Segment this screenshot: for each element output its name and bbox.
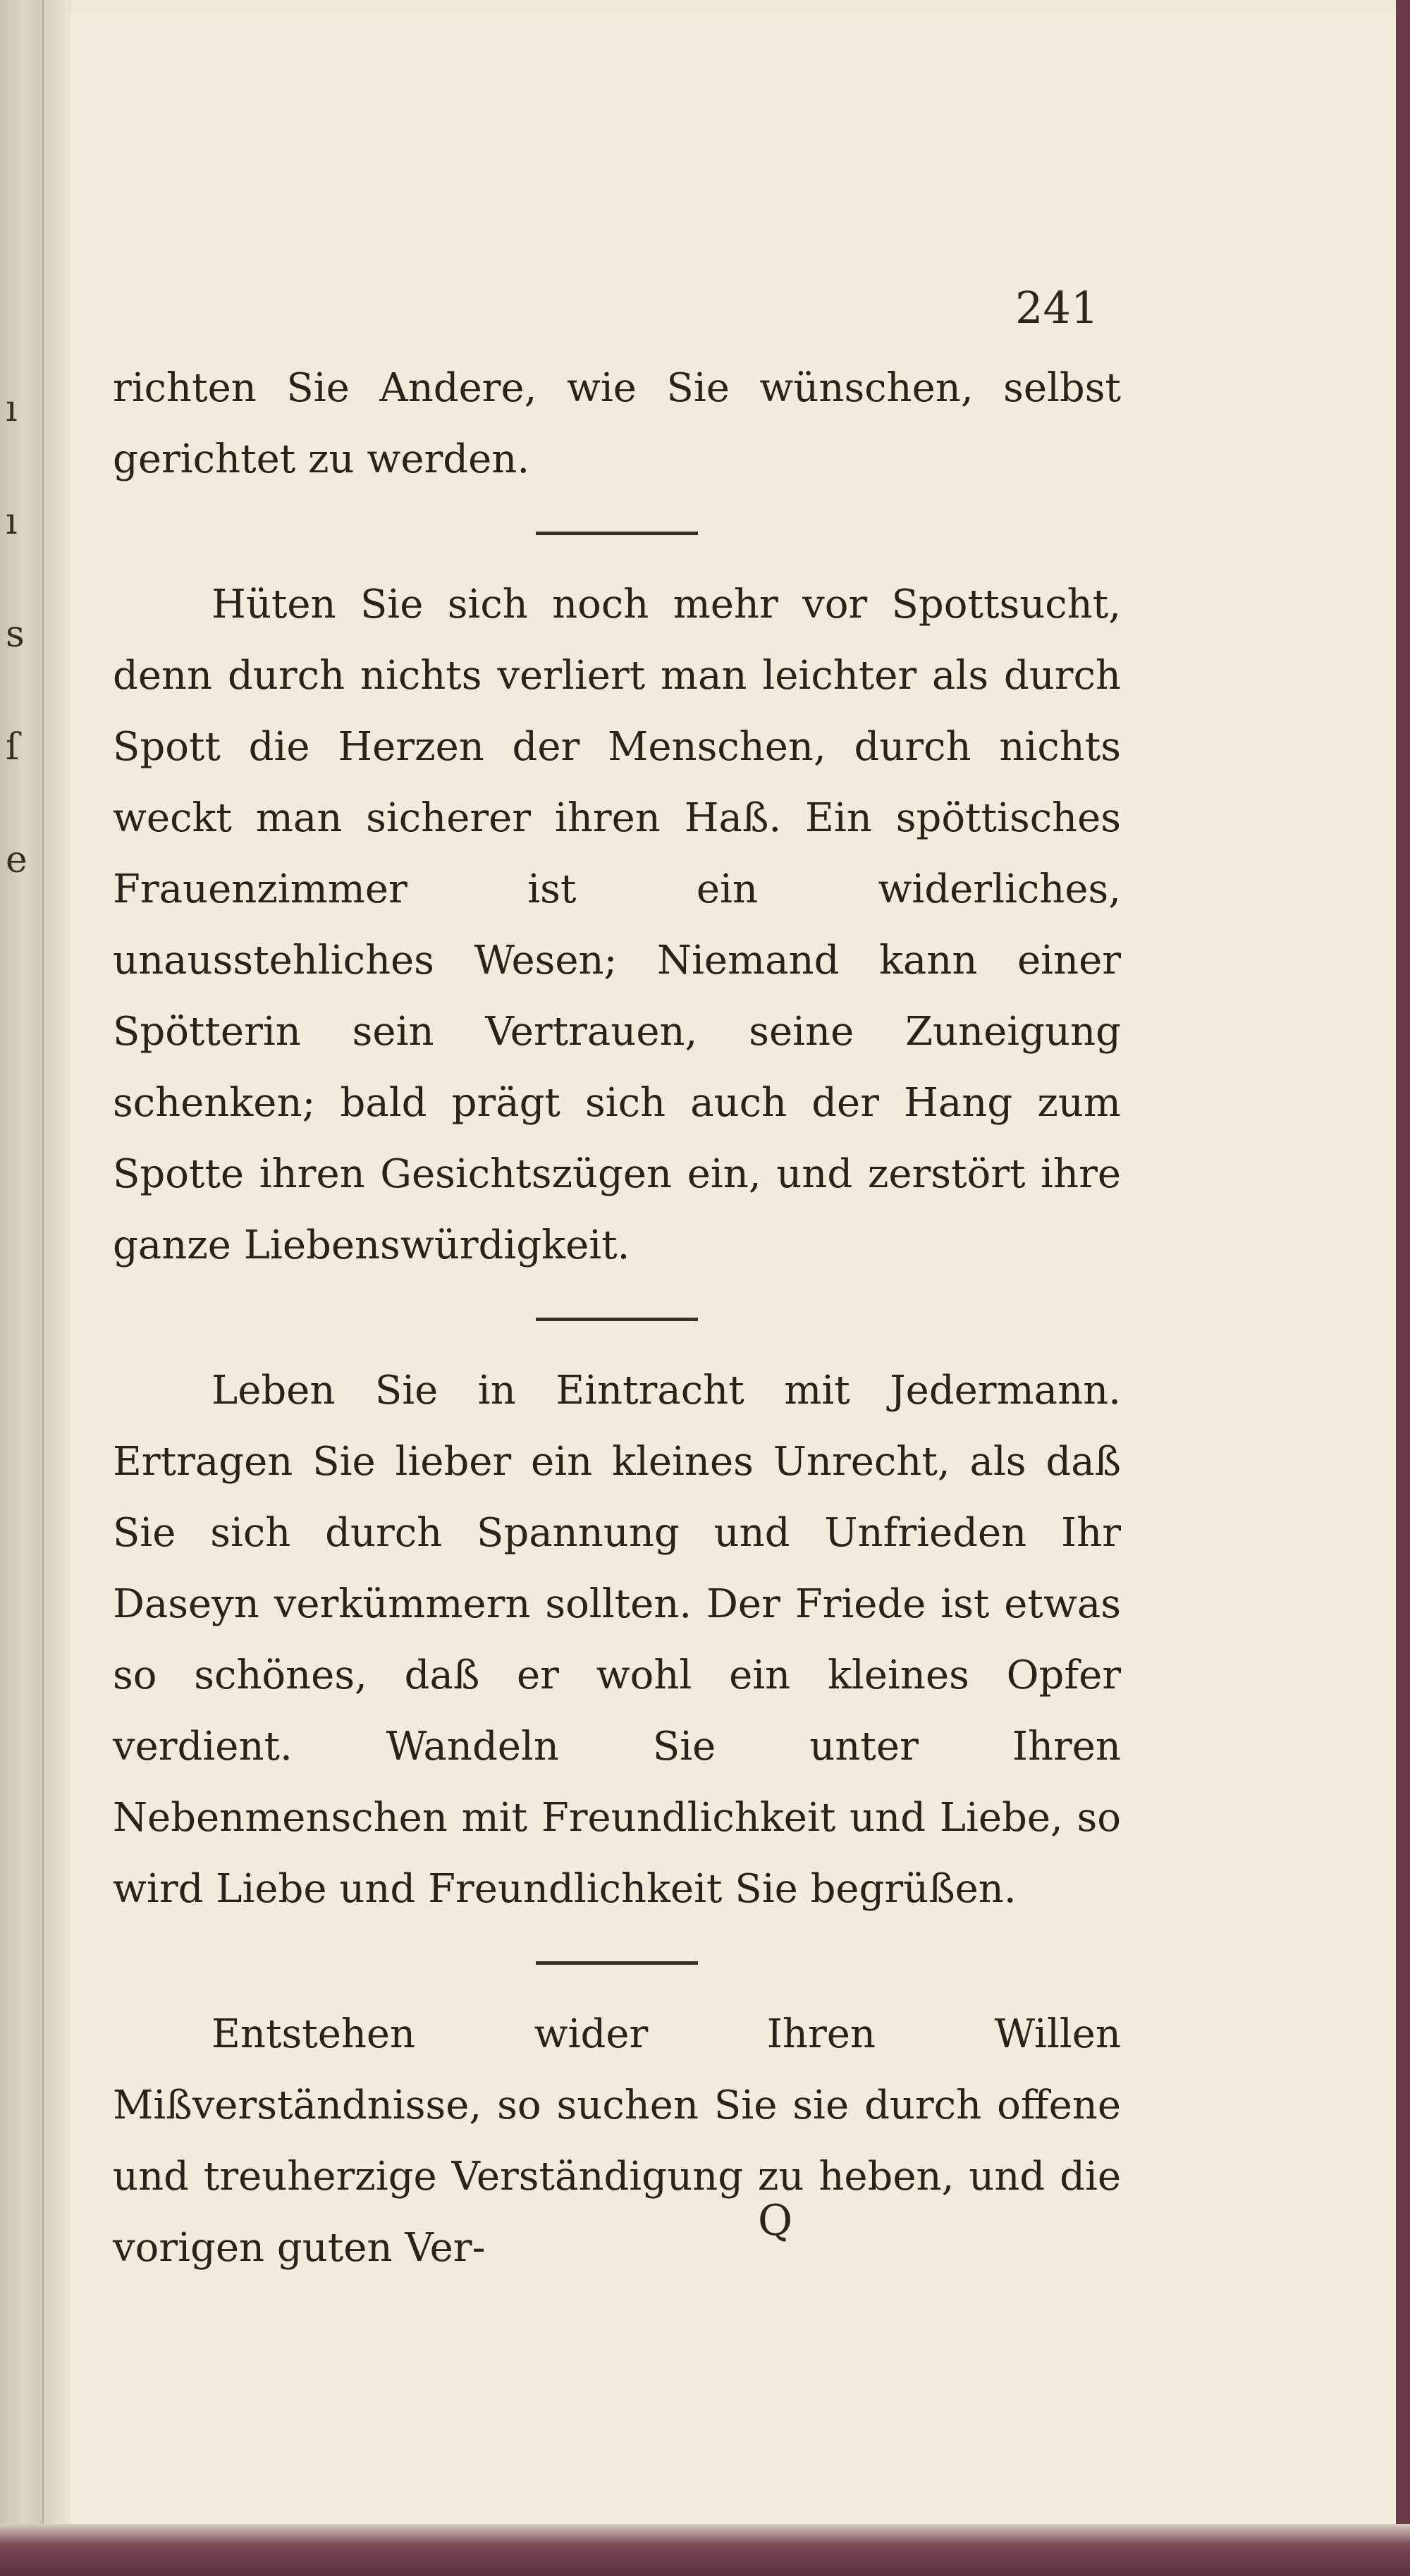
section-divider: [536, 1318, 698, 1321]
margin-mark: ı: [6, 388, 18, 430]
book-bottom-edge: [0, 2524, 1410, 2576]
section-divider: [536, 1961, 698, 1965]
signature-mark: Q: [758, 2196, 793, 2245]
book-cover-edge: [1396, 0, 1410, 2576]
paragraph-3: Leben Sie in Eintracht mit Jedermann. Ertragen Sie lieber ein kleines Unrecht, als daß Sie sich durch Spannung und Unfrieden Ihr Daseyn verkümmern sollten. Der Friede ist etwas so schönes, daß er wohl ein kleines Opfer verdient. Wandeln Sie unter Ihren Nebenmenschen mit Freundlichkeit und Liebe, so wird Liebe und Freundlichkeit Sie begrüßen.: [113, 1368, 1121, 1912]
previous-page-margin-marks: [6, 352, 34, 916]
section-divider: [536, 532, 698, 535]
margin-mark: s: [6, 613, 25, 656]
paragraph-1: richten Sie Andere, wie Sie wünschen, selbst gerichtet zu werden.: [113, 365, 1121, 482]
margin-mark: ı: [6, 501, 18, 543]
margin-mark: e: [6, 839, 27, 881]
page-body: [113, 352, 1121, 2283]
paragraph-4: Entstehen wider Ihren Willen Mißverständnisse, so suchen Sie sie durch offene und treuherzige Verständigung zu heben, und die vorigen guten Ver-: [113, 2011, 1121, 2271]
page-number: 241: [1015, 282, 1099, 333]
paragraph-2: Hüten Sie sich noch mehr vor Spottsucht, denn durch nichts verliert man leichter als durch Spott die Herzen der Menschen, durch nichts weckt man sicherer ihren Haß. Ein spöttisches Frauenzimmer ist ein widerliches, unausstehliches Wesen; Niemand kann einer Spötterin sein Vertrauen, seine Zuneigung schenken; bald prägt sich auch der Hang zum Spotte ihren Gesichtszügen ein, und zerstört ihre ganze Liebenswürdigkeit.: [113, 582, 1121, 1268]
page-gutter: [42, 0, 72, 2576]
margin-mark: ſ: [6, 726, 20, 768]
